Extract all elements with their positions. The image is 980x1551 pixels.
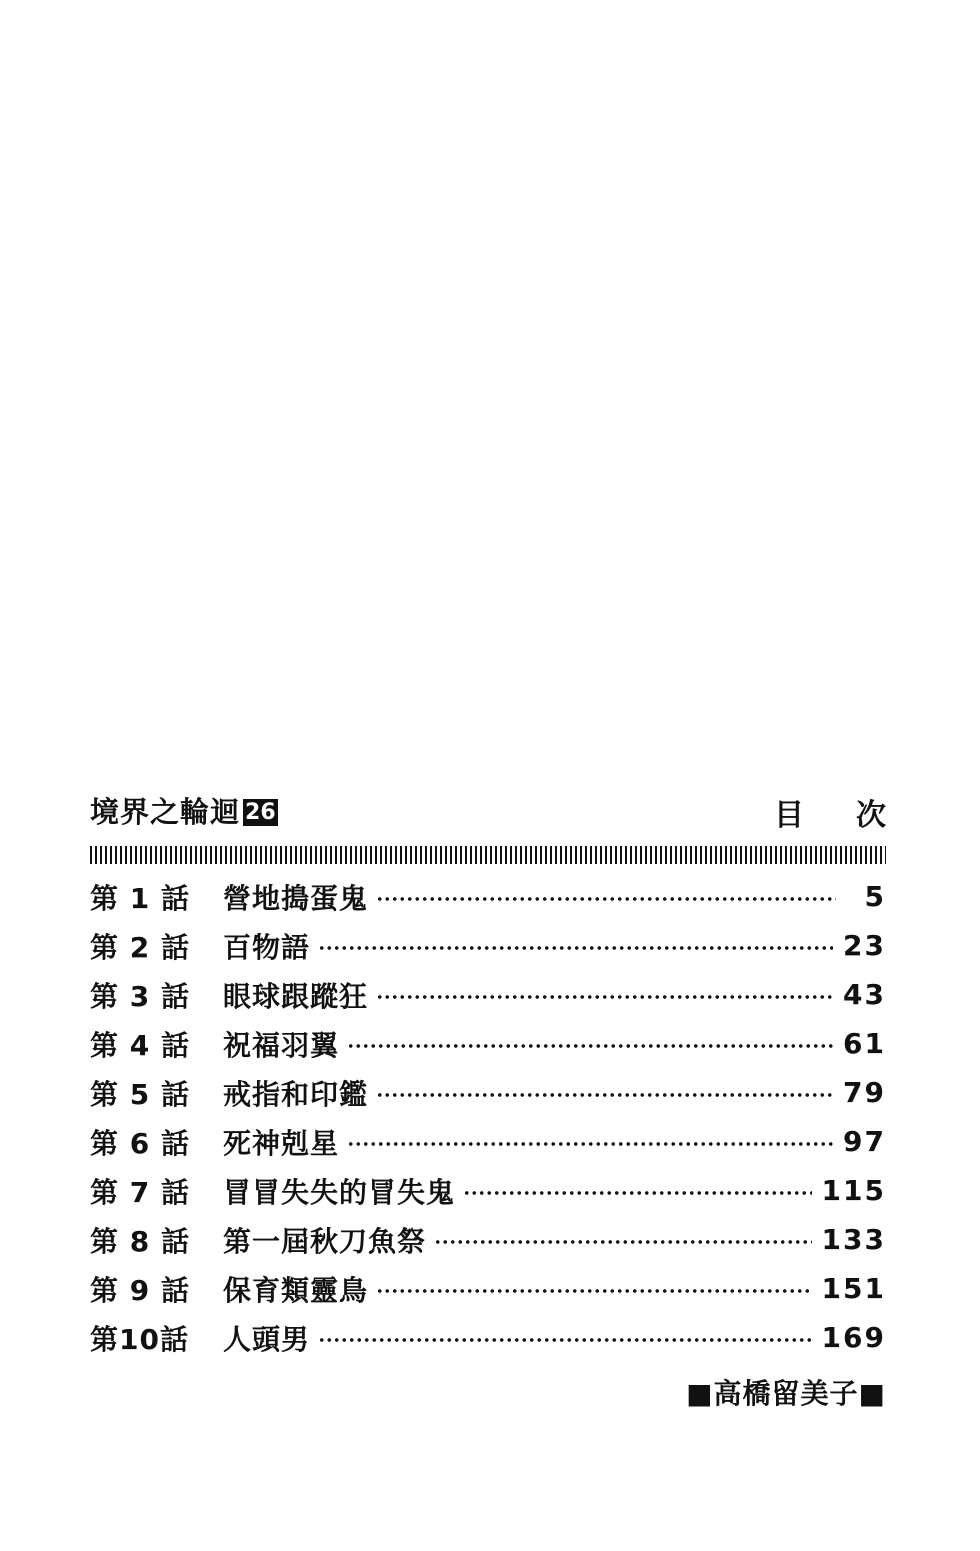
chapter-title: 第一屆秋刀魚祭 [223, 1224, 427, 1258]
dot-leader [347, 1042, 833, 1050]
dot-leader [463, 1189, 812, 1197]
chapter-row-8 [90, 1215, 886, 1264]
chapter-page: 133 [821, 1223, 886, 1256]
chapter-row-9 [90, 1264, 886, 1313]
chapter-label: 第 2 話 [90, 930, 190, 964]
volume-badge: 26 [245, 800, 276, 825]
chapter-page: 5 [864, 880, 886, 913]
chapter-label: 第 8 話 [90, 1224, 190, 1258]
chapter-page: 151 [821, 1272, 886, 1305]
chapter-row-2 [90, 921, 886, 970]
chapter-title: 戒指和印鑑 [223, 1077, 369, 1111]
chapter-row-5 [90, 1068, 886, 1117]
dot-leader [318, 1336, 812, 1344]
series-title [90, 790, 278, 831]
dot-leader [376, 1091, 833, 1099]
chapter-title: 祝福羽翼 [223, 1028, 340, 1062]
chapter-row-1 [90, 872, 886, 921]
dot-leader [376, 993, 833, 1001]
chapter-row-7 [90, 1166, 886, 1215]
chapter-label: 第 1 話 [90, 881, 190, 915]
chapter-page: 23 [843, 929, 886, 962]
header-rule [90, 846, 886, 864]
chapter-row-4 [90, 1019, 886, 1068]
chapter-label: 第10話 [90, 1322, 189, 1356]
dot-leader [318, 944, 833, 952]
dot-leader [376, 895, 836, 903]
chapter-page: 115 [821, 1174, 886, 1207]
dot-leader [434, 1238, 812, 1246]
chapter-title: 營地搗蛋鬼 [223, 881, 369, 915]
dot-leader [376, 1287, 812, 1295]
chapter-row-6 [90, 1117, 886, 1166]
toc-heading: 目次 [774, 798, 938, 833]
chapter-title: 保育類靈鳥 [223, 1273, 369, 1307]
chapter-label: 第 3 話 [90, 979, 190, 1013]
chapter-page: 61 [843, 1027, 886, 1060]
chapter-page: 97 [843, 1125, 886, 1158]
chapter-label: 第 9 話 [90, 1273, 190, 1307]
chapter-title: 死神剋星 [223, 1126, 340, 1160]
chapter-title: 冒冒失失的冒失鬼 [223, 1175, 456, 1209]
chapter-page: 169 [821, 1321, 886, 1354]
chapter-label: 第 6 話 [90, 1126, 190, 1160]
chapter-page: 79 [843, 1076, 886, 1109]
toc-header [90, 784, 938, 834]
chapter-label: 第 4 話 [90, 1028, 190, 1062]
chapter-page: 43 [843, 978, 886, 1011]
chapter-label: 第 5 話 [90, 1077, 190, 1111]
author-credit: ■高橋留美子■ [686, 1377, 886, 1410]
series-title-text: 境界之輪迴 [90, 795, 241, 829]
chapter-title: 人頭男 [223, 1322, 311, 1356]
chapter-row-10 [90, 1313, 886, 1362]
chapter-title: 眼球跟蹤狂 [223, 979, 369, 1013]
chapter-title: 百物語 [223, 930, 311, 964]
chapter-row-3 [90, 970, 886, 1019]
chapter-list [90, 872, 886, 1362]
dot-leader [347, 1140, 833, 1148]
chapter-label: 第 7 話 [90, 1175, 190, 1209]
